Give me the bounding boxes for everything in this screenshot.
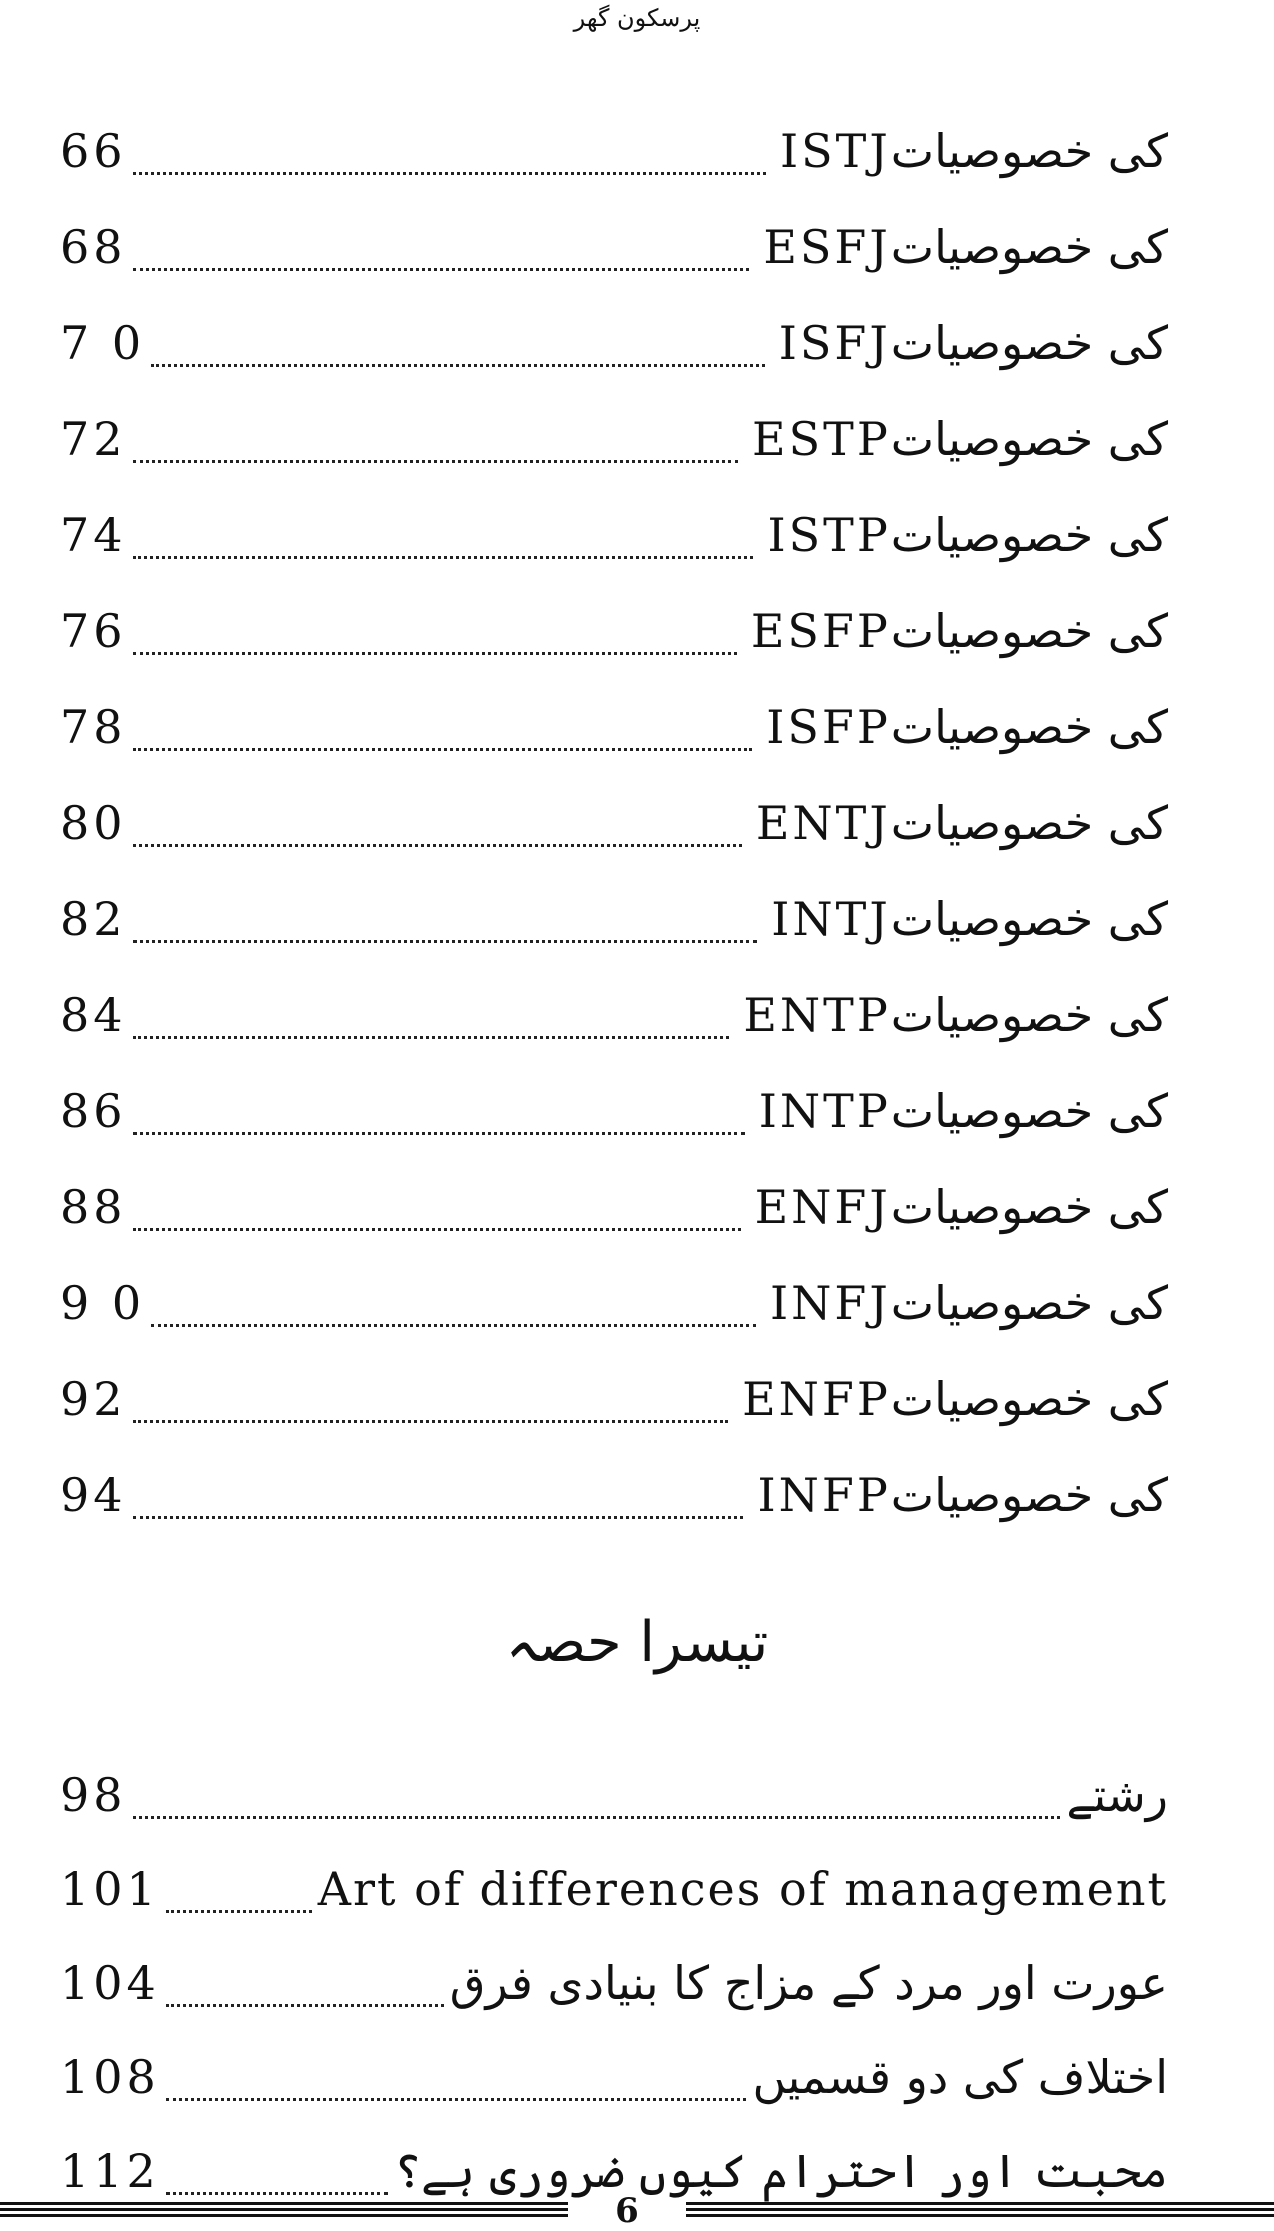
type-code: INFJ	[770, 1276, 891, 1330]
toc-entry[interactable]	[60, 967, 1168, 1063]
type-label: کی خصوصیات	[890, 1372, 1168, 1426]
type-code: ENTP	[743, 988, 891, 1042]
type-code: ENFJ	[754, 1180, 891, 1234]
toc-entry-title	[751, 1063, 1168, 1159]
toc-entry-title	[749, 1447, 1168, 1543]
toc-entry-title	[772, 103, 1168, 199]
toc-entry[interactable]	[60, 1159, 1168, 1255]
toc-entry-title	[748, 775, 1168, 871]
toc-entry[interactable]	[60, 583, 1168, 679]
type-label: کی خصوصیات	[890, 1276, 1168, 1330]
toc-entry-title	[758, 679, 1168, 775]
toc-entry-title	[735, 967, 1168, 1063]
toc-page-number: 9 0	[60, 1276, 146, 1330]
toc-entry[interactable]	[60, 199, 1168, 295]
type-code: ENFP	[742, 1372, 891, 1426]
type-label: کی خصوصیات	[890, 220, 1168, 274]
toc-page-number: 80	[60, 796, 127, 850]
toc-entry[interactable]	[60, 679, 1168, 775]
dot-leader	[133, 940, 758, 943]
toc-page-number: 92	[60, 1372, 127, 1426]
dot-leader	[151, 364, 765, 367]
toc-entry[interactable]	[60, 1748, 1168, 1842]
type-label: کی خصوصیات	[890, 892, 1168, 946]
dot-leader	[133, 652, 737, 655]
type-label: کی خصوصیات	[890, 1468, 1168, 1522]
type-label: کی خصوصیات	[890, 796, 1168, 850]
toc-entry[interactable]	[60, 2030, 1168, 2124]
toc-entry[interactable]	[60, 295, 1168, 391]
toc-entry-title: Art of differences of management	[317, 1862, 1168, 1916]
toc-entry[interactable]	[60, 487, 1168, 583]
toc-entry[interactable]	[60, 775, 1168, 871]
type-label: کی خصوصیات	[890, 1084, 1168, 1138]
dot-leader	[166, 1910, 312, 1913]
dot-leader	[133, 844, 742, 847]
toc-page-number: 88	[60, 1180, 127, 1234]
type-label: کی خصوصیات	[890, 316, 1168, 370]
type-label: کی خصوصیات	[890, 988, 1168, 1042]
toc-entry-title	[763, 871, 1168, 967]
toc-entry-title: اختلاف کی دو قسمیں	[752, 2050, 1168, 2104]
type-label: کی خصوصیات	[890, 700, 1168, 754]
dot-leader	[133, 1228, 741, 1231]
toc-entry-title	[771, 295, 1168, 391]
dot-leader	[133, 1816, 1061, 1819]
dot-leader	[133, 268, 750, 271]
dot-leader	[133, 1036, 730, 1039]
toc-page-number: 101	[60, 1862, 160, 1916]
toc-entry[interactable]	[60, 1936, 1168, 2030]
toc-page-number: 72	[60, 412, 127, 466]
type-code: ISTP	[767, 508, 891, 562]
type-code: ISTJ	[779, 124, 891, 178]
dot-leader	[133, 1420, 729, 1423]
toc-entry-title	[759, 487, 1168, 583]
dot-leader	[151, 1324, 756, 1327]
dot-leader	[133, 172, 766, 175]
dot-leader	[133, 556, 754, 559]
footer-page-number: 6	[615, 2191, 639, 2231]
toc-entry-title	[762, 1255, 1168, 1351]
type-code: ISFJ	[778, 316, 891, 370]
toc-page-number: 112	[60, 2144, 160, 2198]
footer-rule-right	[686, 2202, 1274, 2220]
type-label: کی خصوصیات	[890, 1180, 1168, 1234]
toc-page-number: 86	[60, 1084, 127, 1138]
toc-page-number: 68	[60, 220, 127, 274]
type-label: کی خصوصیات	[890, 412, 1168, 466]
toc-entry-title: عورت اور مرد کے مزاج کا بنیادی فرق	[449, 1956, 1168, 2010]
toc-page-number: 74	[60, 508, 127, 562]
toc-page-number: 98	[60, 1768, 127, 1822]
toc-entry[interactable]	[60, 871, 1168, 967]
toc-page-number: 84	[60, 988, 127, 1042]
toc-entry-title	[747, 1159, 1168, 1255]
dot-leader	[166, 2098, 747, 2101]
toc-entry[interactable]	[60, 391, 1168, 487]
toc-entry-title	[755, 199, 1168, 295]
dot-leader	[133, 460, 739, 463]
toc-entry-title	[734, 1351, 1168, 1447]
type-code: INTP	[758, 1084, 891, 1138]
toc-entry-title	[744, 391, 1168, 487]
dot-leader	[133, 1132, 745, 1135]
type-code: INFP	[757, 1468, 891, 1522]
type-code: ESFJ	[763, 220, 891, 274]
toc-page-number: 7 0	[60, 316, 146, 370]
page-footer	[0, 2191, 1274, 2231]
toc-page-number: 66	[60, 124, 127, 178]
type-code: INTJ	[771, 892, 891, 946]
type-code: ESTP	[752, 412, 891, 466]
type-label: کی خصوصیات	[890, 124, 1168, 178]
toc-entry-title: محبت اور احترام کیوں ضروری ہے؟	[394, 2144, 1168, 2198]
toc-section-three	[60, 1748, 1168, 2218]
toc-personality-types	[60, 103, 1168, 1543]
toc-page-number: 76	[60, 604, 127, 658]
dot-leader	[133, 748, 753, 751]
footer-rule-left	[0, 2202, 568, 2220]
toc-page-number: 78	[60, 700, 127, 754]
toc-entry[interactable]	[60, 1063, 1168, 1159]
type-code: ISFP	[766, 700, 891, 754]
dot-leader	[133, 1516, 744, 1519]
toc-entry-title	[743, 583, 1168, 679]
toc-page-number: 108	[60, 2050, 160, 2104]
toc-entry[interactable]	[60, 1351, 1168, 1447]
toc-page-number: 104	[60, 1956, 160, 2010]
toc-entry[interactable]	[60, 103, 1168, 199]
toc-entry[interactable]	[60, 1447, 1168, 1543]
toc-entry[interactable]	[60, 1255, 1168, 1351]
dot-leader	[166, 2004, 444, 2007]
section-heading: تیسرا حصہ	[505, 1610, 769, 1675]
toc-page-number: 94	[60, 1468, 127, 1522]
type-label: کی خصوصیات	[890, 508, 1168, 562]
toc-entry-title: رشتے	[1066, 1768, 1168, 1822]
running-header: پرسکون گھر	[573, 4, 701, 32]
type-code: ENTJ	[755, 796, 891, 850]
type-label: کی خصوصیات	[890, 604, 1168, 658]
toc-page-number: 82	[60, 892, 127, 946]
dot-leader	[166, 2192, 388, 2195]
type-code: ESFP	[750, 604, 891, 658]
toc-entry[interactable]	[60, 1842, 1168, 1936]
